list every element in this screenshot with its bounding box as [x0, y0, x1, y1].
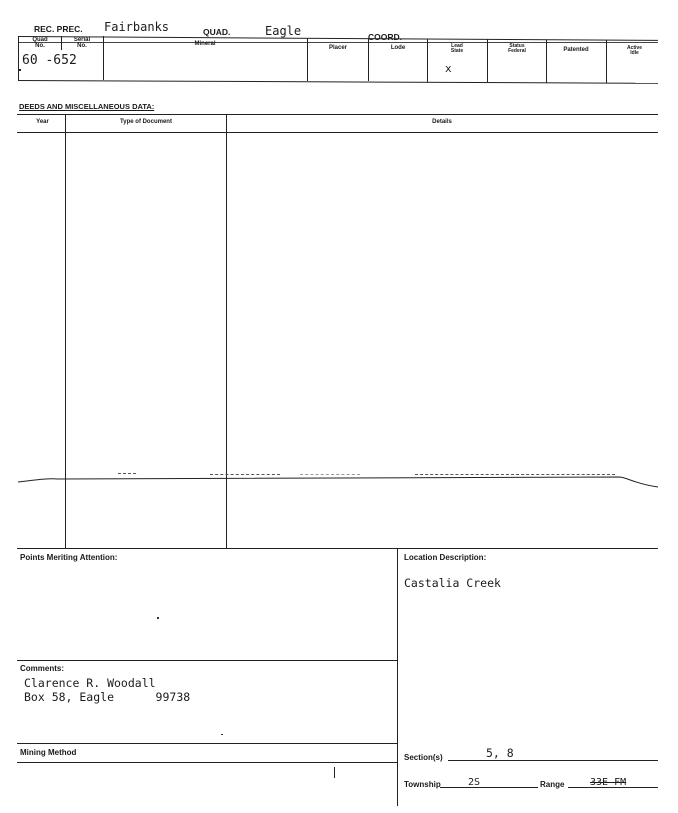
- col-lode: Lode: [390, 45, 406, 51]
- deeds-col-year: Year: [36, 119, 49, 125]
- col-active-idle: Active Idle: [626, 45, 642, 56]
- col-lead-state: Lead State: [450, 43, 464, 54]
- location-value: Castalia Creek: [404, 576, 501, 590]
- col-serial-no: Serial No.: [73, 37, 91, 49]
- sections-label: Section(s): [404, 753, 443, 762]
- mining-method-label: Mining Method: [20, 748, 77, 757]
- col-mineral: Mineral: [194, 41, 216, 47]
- scan-dot: [157, 617, 159, 619]
- quad-value: Eagle: [265, 24, 302, 38]
- comments-line2: Box 58, Eagle 99738: [24, 690, 191, 704]
- col-placer: Placer: [328, 45, 347, 51]
- lead-state-mark: x: [445, 62, 452, 75]
- col-quad-no: Quad No.: [32, 37, 48, 49]
- scan-mark: [334, 767, 335, 778]
- quad-serial-value: 60 -652: [22, 53, 77, 68]
- rec-prec-label: REC. PREC.: [34, 24, 83, 34]
- deeds-title: DEEDS AND MISCELLANEOUS DATA:: [19, 102, 155, 111]
- scan-mark: [19, 69, 21, 71]
- location-label: Location Description:: [404, 553, 487, 562]
- copy-seam-line: [0, 465, 678, 495]
- col-status-federal: Status Federal: [508, 43, 526, 54]
- rec-prec-value: Fairbanks: [104, 20, 170, 34]
- range-label: Range: [540, 780, 565, 789]
- comments-line1: Clarence R. Woodall: [24, 676, 156, 690]
- points-label: Points Meriting Attention:: [20, 553, 118, 562]
- sections-value: 5, 8: [486, 746, 514, 760]
- coord-label: COORD.: [368, 32, 402, 42]
- deeds-col-details: Details: [432, 119, 452, 125]
- township-label: Township: [404, 780, 441, 789]
- township-value: 2S: [468, 777, 481, 788]
- comments-label: Comments:: [20, 664, 65, 673]
- col-patented: Patented: [563, 47, 589, 53]
- scan-dot: [221, 734, 223, 735]
- quad-label: QUAD.: [203, 27, 231, 37]
- deeds-col-type: Type of Document: [120, 119, 172, 125]
- range-value: 33E FM: [590, 777, 627, 788]
